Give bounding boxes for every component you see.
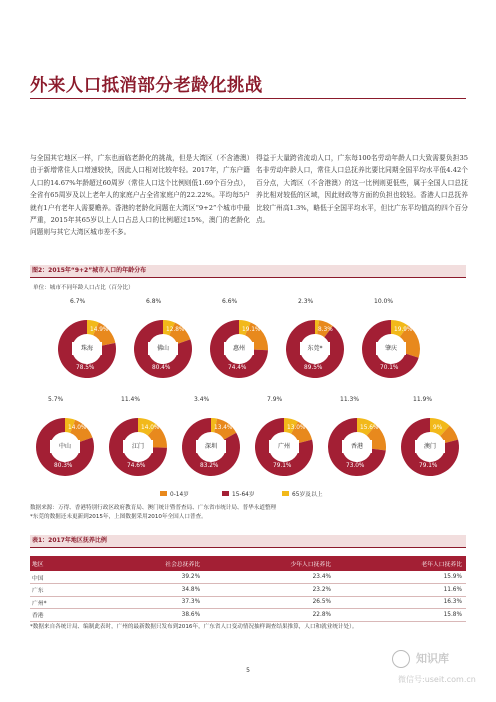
- page-title: 外来人口抵消部分老龄化挑战: [30, 76, 263, 96]
- donut-young-value: 12.8%: [166, 327, 185, 333]
- table-cell: 16.3%: [335, 596, 466, 609]
- donut-city-label: 东莞*: [300, 342, 330, 355]
- donut-city-label: 佛山: [148, 342, 178, 355]
- donut-old-value: 7.9%: [267, 396, 283, 403]
- watermark-logo-icon: [392, 650, 410, 668]
- table-caption: 表1：2017年地区抚养比例: [30, 535, 466, 547]
- donut-city-label: 深圳: [196, 440, 226, 453]
- donut-肇庆: [362, 298, 420, 378]
- table-row: [30, 609, 466, 622]
- donut-佛山: [134, 298, 192, 378]
- donut-city-label: 中山: [50, 440, 80, 453]
- watermark-name: 知识库: [416, 652, 449, 665]
- donut-working-value: 73.0%: [346, 463, 365, 469]
- table-cell: 23.4%: [204, 571, 335, 584]
- table-cell: 广东: [30, 584, 90, 597]
- table-row: [30, 571, 466, 584]
- table-cell: 37.3%: [90, 596, 204, 609]
- donut-working-value: 79.1%: [419, 463, 438, 469]
- table-cell: 22.8%: [204, 609, 335, 622]
- table-header-row: [30, 556, 466, 571]
- table-cell: 15.8%: [335, 609, 466, 622]
- body-text-right: 得益于大量跨省流动人口，广东每100名劳动年龄人口大致需要负担35名非劳动年龄人口，常住人口总抚养比要比同期全国平均水平低4.42个百分点，大湾区（不含港澳）的这一比例则更低些，属于全国人口总抚养比相对较低的区域，因此财政等方面的负担也较轻。香港人口总抚养比较广州高1.3%，略低于全国平均水平，但比广东平均值高的四个百分点。: [256, 154, 468, 225]
- donut-working-value: 89.5%: [304, 365, 323, 371]
- donut-working-value: 74.6%: [127, 463, 146, 469]
- donut-working-value: 79.1%: [273, 463, 292, 469]
- donut-old-value: 6.6%: [222, 298, 238, 305]
- page-number: 5: [246, 667, 250, 674]
- table-cell: 香港: [30, 609, 90, 622]
- table-caption-rule: [30, 547, 466, 548]
- donut-young-value: 19.9%: [394, 327, 413, 333]
- table-header-cell: 老年人口抚养比: [335, 556, 466, 571]
- donut-old-value: 6.8%: [146, 298, 162, 305]
- legend-swatch-young: [160, 491, 167, 496]
- table-row: [30, 584, 466, 597]
- donut-深圳: [182, 396, 240, 476]
- figure-caption-rule: [30, 277, 466, 278]
- table-header-cell: 地区: [30, 556, 90, 571]
- figure-source: 数据来源：万得、香港特别行政区政府教育局、澳门统计暨普查局、广东省市统计局、普华永道整理: [30, 505, 277, 511]
- donut-working-value: 83.2%: [200, 463, 219, 469]
- donut-东莞: [286, 298, 344, 378]
- figure-unit: 单位：城市不同年龄人口占比（百分比）: [33, 285, 134, 291]
- figure-footnote: *东莞的数据还未更新到2015年，上图数据采用2010年全国人口普查。: [30, 514, 207, 520]
- donut-city-label: 肇庆: [376, 342, 406, 355]
- legend-item-working: [222, 489, 255, 498]
- donut-young-value: 8.3%: [318, 327, 333, 333]
- legend-swatch-old: [282, 491, 289, 496]
- donut-city-label: 江门: [123, 440, 153, 453]
- legend-label-young: 0-14岁: [170, 492, 189, 498]
- donut-old-value: 11.9%: [413, 396, 433, 403]
- donut-young-value: 14.9%: [90, 327, 109, 333]
- legend-swatch-working: [222, 491, 229, 496]
- donut-working-value: 70.1%: [380, 365, 399, 371]
- table-cell: 34.8%: [90, 584, 204, 597]
- donut-old-value: 3.4%: [194, 396, 210, 403]
- legend-label-old: 65岁及以上: [292, 492, 323, 498]
- watermark: [392, 650, 492, 696]
- table-header-cell: 少年人口抚养比: [204, 556, 335, 571]
- table-cell: 26.5%: [204, 596, 335, 609]
- donut-香港: [328, 396, 386, 476]
- donut-working-value: 74.4%: [228, 365, 247, 371]
- table-cell: 38.6%: [90, 609, 204, 622]
- table-cell: 广州*: [30, 596, 90, 609]
- donut-working-value: 80.3%: [54, 463, 73, 469]
- donut-江门: [109, 396, 167, 476]
- donut-广州: [255, 396, 313, 476]
- legend-item-old: [282, 489, 323, 498]
- donut-中山: [36, 396, 94, 476]
- watermark-subtitle: 微信号:useit.com.cn: [398, 675, 476, 684]
- donut-old-value: 6.7%: [70, 298, 86, 305]
- donut-young-value: 15.6%: [360, 425, 379, 431]
- donut-young-value: 14.0%: [141, 425, 160, 431]
- donut-city-label: 惠州: [224, 342, 254, 355]
- table-cell: 23.2%: [204, 584, 335, 597]
- table-cell: 11.6%: [335, 584, 466, 597]
- donut-old-value: 5.7%: [48, 396, 64, 403]
- donut-city-label: 澳门: [415, 440, 445, 453]
- donut-old-value: 11.4%: [121, 396, 141, 403]
- table-cell: 39.2%: [90, 571, 204, 584]
- table-footnote: *数据来自各统计局、编制此表时，广州的最新数据只发布到2016年，广东省人口变动情况抽样调查结果推算，人口和就业统计处）。: [30, 624, 358, 630]
- donut-young-value: 14.0%: [68, 425, 87, 431]
- title-rule: [30, 98, 466, 99]
- donut-city-label: 香港: [342, 440, 372, 453]
- donut-惠州: [210, 298, 268, 378]
- figure-caption: 图2：2015年“9+2”城市人口的年龄分布: [30, 265, 466, 277]
- donut-young-value: 19.1%: [242, 327, 261, 333]
- legend-label-working: 15-64岁: [232, 492, 255, 498]
- donut-city-label: 珠海: [72, 342, 102, 355]
- table-row: [30, 596, 466, 609]
- donut-working-value: 80.4%: [152, 365, 171, 371]
- table-cell: 15.9%: [335, 571, 466, 584]
- donut-old-value: 10.0%: [374, 298, 394, 305]
- body-text-left: 与全国其它地区一样，广东也面临老龄化的挑战，但是大湾区（不含港澳）由于新增常住人口增速较快，因此人口相对比较年轻。2017年，广东户籍人口的14.67%年龄超过60周岁（常住人口这个比例则低1.69个百分点），全省有65周岁及以上老年人的家庭户占全省家庭户的22.22%。平均每5户就有1户有老年人需要赡养。香港的老龄化问题在大湾区“9+2”个城市中最严重，2015年其65岁以上人口占总人口的比例超过15%，澳门的老龄化问题则与其它大湾区城市差不多。: [30, 154, 250, 237]
- donut-澳门: [401, 396, 459, 476]
- table-header-cell: 社会总抚养比: [90, 556, 204, 571]
- donut-old-value: 2.3%: [298, 298, 314, 305]
- donut-young-value: 13.0%: [287, 425, 306, 431]
- dependency-ratio-table: [30, 556, 466, 622]
- legend-item-young: [160, 489, 189, 498]
- donut-old-value: 11.3%: [340, 396, 360, 403]
- donut-young-value: 9%: [433, 425, 443, 431]
- donut-young-value: 13.4%: [214, 425, 233, 431]
- table-cell: 中国: [30, 571, 90, 584]
- donut-珠海: [58, 298, 116, 378]
- donut-city-label: 广州: [269, 440, 299, 453]
- donut-working-value: 78.5%: [76, 365, 95, 371]
